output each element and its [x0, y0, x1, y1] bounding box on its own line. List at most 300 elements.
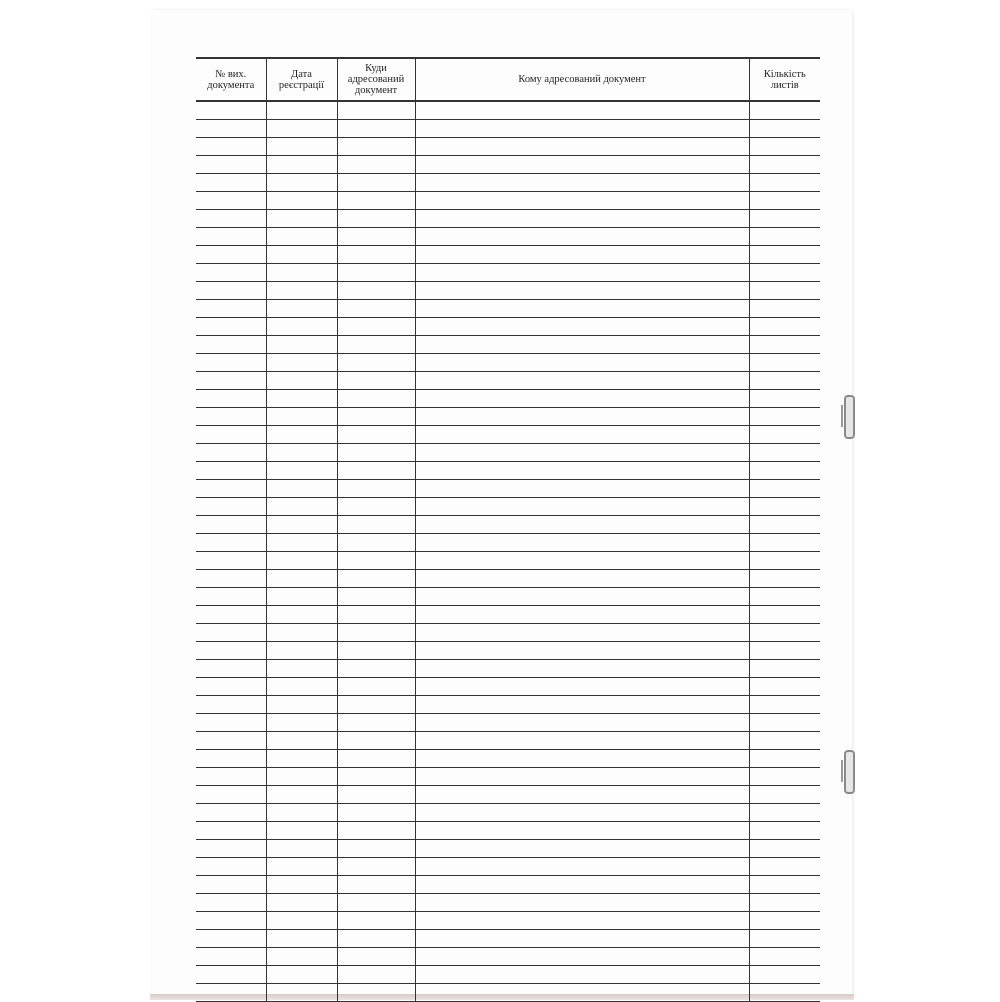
- table-row: [196, 714, 820, 732]
- cell-sheet-count[interactable]: [749, 984, 820, 1002]
- table-row: [196, 354, 820, 372]
- outgoing-documents-table: [196, 57, 820, 1002]
- cell-where-addressed[interactable]: [337, 336, 415, 354]
- cell-where-addressed[interactable]: [337, 480, 415, 498]
- table-row: [196, 930, 820, 948]
- cell-registration-date[interactable]: [266, 426, 337, 444]
- cell-where-addressed[interactable]: [337, 210, 415, 228]
- cell-sheet-count[interactable]: [749, 714, 820, 732]
- cell-where-addressed[interactable]: [337, 264, 415, 282]
- table-row: [196, 318, 820, 336]
- cell-to-whom-addressed[interactable]: [415, 426, 749, 444]
- table-row: [196, 444, 820, 462]
- cell-where-addressed[interactable]: [337, 246, 415, 264]
- cell-registration-date[interactable]: [266, 714, 337, 732]
- cell-registration-date[interactable]: [266, 390, 337, 408]
- cell-sheet-count[interactable]: [749, 264, 820, 282]
- cell-registration-date[interactable]: [266, 156, 337, 174]
- cell-where-addressed[interactable]: [337, 372, 415, 390]
- cell-sheet-count[interactable]: [749, 606, 820, 624]
- cell-to-whom-addressed[interactable]: [415, 516, 749, 534]
- cell-registration-date[interactable]: [266, 120, 337, 138]
- table-row: [196, 876, 820, 894]
- cell-sheet-count[interactable]: [749, 498, 820, 516]
- cell-sheet-count[interactable]: [749, 174, 820, 192]
- cell-where-addressed[interactable]: [337, 642, 415, 660]
- cell-doc-number[interactable]: [196, 858, 266, 876]
- cell-where-addressed[interactable]: [337, 966, 415, 984]
- cell-registration-date[interactable]: [266, 228, 337, 246]
- cell-to-whom-addressed[interactable]: [415, 732, 749, 750]
- cell-doc-number[interactable]: [196, 480, 266, 498]
- cell-to-whom-addressed[interactable]: [415, 714, 749, 732]
- table-row: [196, 120, 820, 138]
- table-row: [196, 678, 820, 696]
- cell-sheet-count[interactable]: [749, 390, 820, 408]
- cell-sheet-count[interactable]: [749, 408, 820, 426]
- cell-to-whom-addressed[interactable]: [415, 282, 749, 300]
- cell-registration-date[interactable]: [266, 498, 337, 516]
- cell-to-whom-addressed[interactable]: [415, 156, 749, 174]
- cell-doc-number[interactable]: [196, 876, 266, 894]
- cell-to-whom-addressed[interactable]: [415, 408, 749, 426]
- cell-doc-number[interactable]: [196, 732, 266, 750]
- cell-to-whom-addressed[interactable]: [415, 120, 749, 138]
- table-row: [196, 948, 820, 966]
- cell-registration-date[interactable]: [266, 732, 337, 750]
- table-row: [196, 570, 820, 588]
- cell-where-addressed[interactable]: [337, 714, 415, 732]
- cell-doc-number[interactable]: [196, 210, 266, 228]
- cell-to-whom-addressed[interactable]: [415, 930, 749, 948]
- cell-doc-number[interactable]: [196, 624, 266, 642]
- cell-sheet-count[interactable]: [749, 444, 820, 462]
- cell-sheet-count[interactable]: [749, 786, 820, 804]
- cell-registration-date[interactable]: [266, 534, 337, 552]
- cell-registration-date[interactable]: [266, 858, 337, 876]
- cell-where-addressed[interactable]: [337, 408, 415, 426]
- cell-registration-date[interactable]: [266, 408, 337, 426]
- cell-to-whom-addressed[interactable]: [415, 300, 749, 318]
- cell-where-addressed[interactable]: [337, 156, 415, 174]
- cell-registration-date[interactable]: [266, 876, 337, 894]
- cell-doc-number[interactable]: [196, 318, 266, 336]
- cell-sheet-count[interactable]: [749, 894, 820, 912]
- cell-doc-number[interactable]: [196, 786, 266, 804]
- cell-registration-date[interactable]: [266, 138, 337, 156]
- cell-sheet-count[interactable]: [749, 948, 820, 966]
- cell-doc-number[interactable]: [196, 228, 266, 246]
- cell-to-whom-addressed[interactable]: [415, 552, 749, 570]
- cell-where-addressed[interactable]: [337, 984, 415, 1002]
- cell-doc-number[interactable]: [196, 462, 266, 480]
- cell-doc-number[interactable]: [196, 606, 266, 624]
- cell-where-addressed[interactable]: [337, 228, 415, 246]
- cell-to-whom-addressed[interactable]: [415, 210, 749, 228]
- table-row: [196, 858, 820, 876]
- cell-to-whom-addressed[interactable]: [415, 336, 749, 354]
- table-row: [196, 642, 820, 660]
- cell-doc-number[interactable]: [196, 804, 266, 822]
- cell-doc-number[interactable]: [196, 930, 266, 948]
- cell-to-whom-addressed[interactable]: [415, 498, 749, 516]
- cell-doc-number[interactable]: [196, 120, 266, 138]
- cell-where-addressed[interactable]: [337, 390, 415, 408]
- cell-registration-date[interactable]: [266, 624, 337, 642]
- cell-sheet-count[interactable]: [749, 534, 820, 552]
- cell-to-whom-addressed[interactable]: [415, 444, 749, 462]
- cell-registration-date[interactable]: [266, 101, 337, 120]
- cell-doc-number[interactable]: [196, 264, 266, 282]
- cell-to-whom-addressed[interactable]: [415, 390, 749, 408]
- cell-where-addressed[interactable]: [337, 876, 415, 894]
- cell-registration-date[interactable]: [266, 642, 337, 660]
- cell-doc-number[interactable]: [196, 426, 266, 444]
- cell-to-whom-addressed[interactable]: [415, 606, 749, 624]
- cell-registration-date[interactable]: [266, 930, 337, 948]
- cell-doc-number[interactable]: [196, 192, 266, 210]
- cell-registration-date[interactable]: [266, 462, 337, 480]
- cell-where-addressed[interactable]: [337, 354, 415, 372]
- cell-sheet-count[interactable]: [749, 120, 820, 138]
- cell-registration-date[interactable]: [266, 264, 337, 282]
- cell-to-whom-addressed[interactable]: [415, 858, 749, 876]
- table-row: [196, 516, 820, 534]
- cell-where-addressed[interactable]: [337, 912, 415, 930]
- cell-doc-number[interactable]: [196, 948, 266, 966]
- cell-where-addressed[interactable]: [337, 588, 415, 606]
- cell-to-whom-addressed[interactable]: [415, 264, 749, 282]
- cell-sheet-count[interactable]: [749, 138, 820, 156]
- cell-registration-date[interactable]: [266, 174, 337, 192]
- cell-registration-date[interactable]: [266, 912, 337, 930]
- cell-where-addressed[interactable]: [337, 282, 415, 300]
- cell-where-addressed[interactable]: [337, 426, 415, 444]
- cell-to-whom-addressed[interactable]: [415, 138, 749, 156]
- cell-doc-number[interactable]: [196, 984, 266, 1002]
- cell-registration-date[interactable]: [266, 840, 337, 858]
- cell-sheet-count[interactable]: [749, 516, 820, 534]
- table-row: [196, 894, 820, 912]
- journal-body: [196, 101, 820, 1002]
- cell-registration-date[interactable]: [266, 606, 337, 624]
- table-row: [196, 210, 820, 228]
- table-row: [196, 804, 820, 822]
- table-row: [196, 300, 820, 318]
- cell-doc-number[interactable]: [196, 660, 266, 678]
- table-row: [196, 984, 820, 1002]
- cell-doc-number[interactable]: [196, 912, 266, 930]
- cell-registration-date[interactable]: [266, 372, 337, 390]
- cell-sheet-count[interactable]: [749, 336, 820, 354]
- table-row: [196, 390, 820, 408]
- table-row: [196, 786, 820, 804]
- cell-to-whom-addressed[interactable]: [415, 750, 749, 768]
- table-row: [196, 408, 820, 426]
- cell-to-whom-addressed[interactable]: [415, 786, 749, 804]
- cell-sheet-count[interactable]: [749, 246, 820, 264]
- cell-doc-number[interactable]: [196, 552, 266, 570]
- cell-doc-number[interactable]: [196, 894, 266, 912]
- cell-where-addressed[interactable]: [337, 444, 415, 462]
- table-row: [196, 660, 820, 678]
- cell-registration-date[interactable]: [266, 570, 337, 588]
- cell-doc-number[interactable]: [196, 138, 266, 156]
- cell-doc-number[interactable]: [196, 390, 266, 408]
- cell-doc-number[interactable]: [196, 408, 266, 426]
- cell-sheet-count[interactable]: [749, 642, 820, 660]
- table-row: [196, 264, 820, 282]
- table-row: [196, 480, 820, 498]
- cell-doc-number[interactable]: [196, 642, 266, 660]
- cell-registration-date[interactable]: [266, 696, 337, 714]
- cell-registration-date[interactable]: [266, 282, 337, 300]
- cell-to-whom-addressed[interactable]: [415, 660, 749, 678]
- cell-sheet-count[interactable]: [749, 732, 820, 750]
- cell-registration-date[interactable]: [266, 750, 337, 768]
- cell-doc-number[interactable]: [196, 750, 266, 768]
- cell-registration-date[interactable]: [266, 210, 337, 228]
- cell-doc-number[interactable]: [196, 174, 266, 192]
- cell-sheet-count[interactable]: [749, 318, 820, 336]
- cell-registration-date[interactable]: [266, 516, 337, 534]
- cell-to-whom-addressed[interactable]: [415, 318, 749, 336]
- cell-sheet-count[interactable]: [749, 678, 820, 696]
- cell-where-addressed[interactable]: [337, 192, 415, 210]
- cell-to-whom-addressed[interactable]: [415, 372, 749, 390]
- cell-where-addressed[interactable]: [337, 696, 415, 714]
- cell-sheet-count[interactable]: [749, 822, 820, 840]
- cell-to-whom-addressed[interactable]: [415, 966, 749, 984]
- cell-sheet-count[interactable]: [749, 660, 820, 678]
- cell-sheet-count[interactable]: [749, 570, 820, 588]
- table-row: [196, 156, 820, 174]
- cell-to-whom-addressed[interactable]: [415, 894, 749, 912]
- cell-sheet-count[interactable]: [749, 192, 820, 210]
- cell-sheet-count[interactable]: [749, 372, 820, 390]
- table-row: [196, 372, 820, 390]
- cell-where-addressed[interactable]: [337, 678, 415, 696]
- cell-to-whom-addressed[interactable]: [415, 462, 749, 480]
- cell-doc-number[interactable]: [196, 246, 266, 264]
- table-row: [196, 534, 820, 552]
- table-row: [196, 624, 820, 642]
- table-row: [196, 732, 820, 750]
- header-doc-number: № вих. документа: [196, 58, 266, 101]
- cell-where-addressed[interactable]: [337, 606, 415, 624]
- cell-registration-date[interactable]: [266, 318, 337, 336]
- cell-sheet-count[interactable]: [749, 696, 820, 714]
- cell-registration-date[interactable]: [266, 354, 337, 372]
- cell-where-addressed[interactable]: [337, 660, 415, 678]
- cell-doc-number[interactable]: [196, 822, 266, 840]
- table-row: [196, 966, 820, 984]
- cell-where-addressed[interactable]: [337, 516, 415, 534]
- cell-registration-date[interactable]: [266, 966, 337, 984]
- cell-where-addressed[interactable]: [337, 462, 415, 480]
- cell-to-whom-addressed[interactable]: [415, 246, 749, 264]
- cell-registration-date[interactable]: [266, 804, 337, 822]
- cell-registration-date[interactable]: [266, 336, 337, 354]
- cell-sheet-count[interactable]: [749, 552, 820, 570]
- table-row: [196, 768, 820, 786]
- table-row: [196, 282, 820, 300]
- cell-sheet-count[interactable]: [749, 876, 820, 894]
- cell-sheet-count[interactable]: [749, 768, 820, 786]
- cell-sheet-count[interactable]: [749, 210, 820, 228]
- cell-where-addressed[interactable]: [337, 804, 415, 822]
- cell-sheet-count[interactable]: [749, 750, 820, 768]
- cell-where-addressed[interactable]: [337, 570, 415, 588]
- cell-registration-date[interactable]: [266, 300, 337, 318]
- cell-doc-number[interactable]: [196, 282, 266, 300]
- cell-where-addressed[interactable]: [337, 138, 415, 156]
- cell-where-addressed[interactable]: [337, 624, 415, 642]
- cell-registration-date[interactable]: [266, 552, 337, 570]
- cell-where-addressed[interactable]: [337, 174, 415, 192]
- cell-where-addressed[interactable]: [337, 948, 415, 966]
- cell-registration-date[interactable]: [266, 678, 337, 696]
- cell-where-addressed[interactable]: [337, 840, 415, 858]
- table-header-row: [196, 58, 820, 101]
- cell-registration-date[interactable]: [266, 786, 337, 804]
- cell-sheet-count[interactable]: [749, 300, 820, 318]
- cell-where-addressed[interactable]: [337, 858, 415, 876]
- cell-to-whom-addressed[interactable]: [415, 480, 749, 498]
- cell-where-addressed[interactable]: [337, 498, 415, 516]
- cell-registration-date[interactable]: [266, 192, 337, 210]
- cell-where-addressed[interactable]: [337, 534, 415, 552]
- staple-top: [844, 395, 855, 439]
- cell-to-whom-addressed[interactable]: [415, 678, 749, 696]
- cell-doc-number[interactable]: [196, 768, 266, 786]
- table-row: [196, 228, 820, 246]
- cell-where-addressed[interactable]: [337, 768, 415, 786]
- cell-doc-number[interactable]: [196, 101, 266, 120]
- table-row: [196, 588, 820, 606]
- cell-to-whom-addressed[interactable]: [415, 984, 749, 1002]
- cell-sheet-count[interactable]: [749, 354, 820, 372]
- cell-to-whom-addressed[interactable]: [415, 642, 749, 660]
- cell-doc-number[interactable]: [196, 714, 266, 732]
- table-row: [196, 822, 820, 840]
- cell-where-addressed[interactable]: [337, 822, 415, 840]
- table-row: [196, 192, 820, 210]
- cell-sheet-count[interactable]: [749, 624, 820, 642]
- cell-sheet-count[interactable]: [749, 480, 820, 498]
- table-row: [196, 174, 820, 192]
- cell-doc-number[interactable]: [196, 840, 266, 858]
- cell-sheet-count[interactable]: [749, 858, 820, 876]
- cell-registration-date[interactable]: [266, 588, 337, 606]
- cell-registration-date[interactable]: [266, 822, 337, 840]
- cell-sheet-count[interactable]: [749, 840, 820, 858]
- table-row: [196, 462, 820, 480]
- cell-where-addressed[interactable]: [337, 552, 415, 570]
- cell-to-whom-addressed[interactable]: [415, 624, 749, 642]
- cell-sheet-count[interactable]: [749, 966, 820, 984]
- cell-registration-date[interactable]: [266, 660, 337, 678]
- cell-where-addressed[interactable]: [337, 300, 415, 318]
- header-registration-date: Дата реєстрації: [266, 58, 337, 101]
- cell-to-whom-addressed[interactable]: [415, 174, 749, 192]
- cell-where-addressed[interactable]: [337, 318, 415, 336]
- cell-sheet-count[interactable]: [749, 228, 820, 246]
- cell-where-addressed[interactable]: [337, 120, 415, 138]
- cell-to-whom-addressed[interactable]: [415, 912, 749, 930]
- cell-to-whom-addressed[interactable]: [415, 570, 749, 588]
- cell-sheet-count[interactable]: [749, 930, 820, 948]
- table-row: [196, 498, 820, 516]
- cell-to-whom-addressed[interactable]: [415, 876, 749, 894]
- cell-to-whom-addressed[interactable]: [415, 804, 749, 822]
- cell-registration-date[interactable]: [266, 444, 337, 462]
- cell-sheet-count[interactable]: [749, 804, 820, 822]
- cell-to-whom-addressed[interactable]: [415, 948, 749, 966]
- cell-registration-date[interactable]: [266, 480, 337, 498]
- cell-doc-number[interactable]: [196, 354, 266, 372]
- cell-where-addressed[interactable]: [337, 750, 415, 768]
- cell-sheet-count[interactable]: [749, 588, 820, 606]
- cell-to-whom-addressed[interactable]: [415, 822, 749, 840]
- cell-sheet-count[interactable]: [749, 282, 820, 300]
- cell-to-whom-addressed[interactable]: [415, 696, 749, 714]
- cell-sheet-count[interactable]: [749, 101, 820, 120]
- cell-doc-number[interactable]: [196, 300, 266, 318]
- cell-where-addressed[interactable]: [337, 786, 415, 804]
- cell-registration-date[interactable]: [266, 768, 337, 786]
- cell-doc-number[interactable]: [196, 966, 266, 984]
- cell-sheet-count[interactable]: [749, 912, 820, 930]
- cell-to-whom-addressed[interactable]: [415, 192, 749, 210]
- cell-registration-date[interactable]: [266, 894, 337, 912]
- table-row: [196, 696, 820, 714]
- cell-where-addressed[interactable]: [337, 894, 415, 912]
- table-row: [196, 101, 820, 120]
- cell-doc-number[interactable]: [196, 372, 266, 390]
- cell-doc-number[interactable]: [196, 156, 266, 174]
- cell-doc-number[interactable]: [196, 696, 266, 714]
- cell-to-whom-addressed[interactable]: [415, 228, 749, 246]
- cell-where-addressed[interactable]: [337, 930, 415, 948]
- cell-sheet-count[interactable]: [749, 426, 820, 444]
- cell-to-whom-addressed[interactable]: [415, 534, 749, 552]
- cell-registration-date[interactable]: [266, 948, 337, 966]
- cell-sheet-count[interactable]: [749, 462, 820, 480]
- cell-sheet-count[interactable]: [749, 156, 820, 174]
- table-row: [196, 606, 820, 624]
- cell-doc-number[interactable]: [196, 444, 266, 462]
- cell-doc-number[interactable]: [196, 588, 266, 606]
- cell-doc-number[interactable]: [196, 336, 266, 354]
- cell-to-whom-addressed[interactable]: [415, 768, 749, 786]
- cell-doc-number[interactable]: [196, 498, 266, 516]
- cell-to-whom-addressed[interactable]: [415, 588, 749, 606]
- cell-to-whom-addressed[interactable]: [415, 101, 749, 120]
- cell-where-addressed[interactable]: [337, 732, 415, 750]
- cell-registration-date[interactable]: [266, 984, 337, 1002]
- cell-doc-number[interactable]: [196, 534, 266, 552]
- cell-where-addressed[interactable]: [337, 101, 415, 120]
- cell-doc-number[interactable]: [196, 678, 266, 696]
- cell-doc-number[interactable]: [196, 570, 266, 588]
- cell-to-whom-addressed[interactable]: [415, 354, 749, 372]
- table-row: [196, 750, 820, 768]
- cell-registration-date[interactable]: [266, 246, 337, 264]
- cell-doc-number[interactable]: [196, 516, 266, 534]
- cell-to-whom-addressed[interactable]: [415, 840, 749, 858]
- header-to-whom-addressed: Кому адресований документ: [415, 58, 749, 101]
